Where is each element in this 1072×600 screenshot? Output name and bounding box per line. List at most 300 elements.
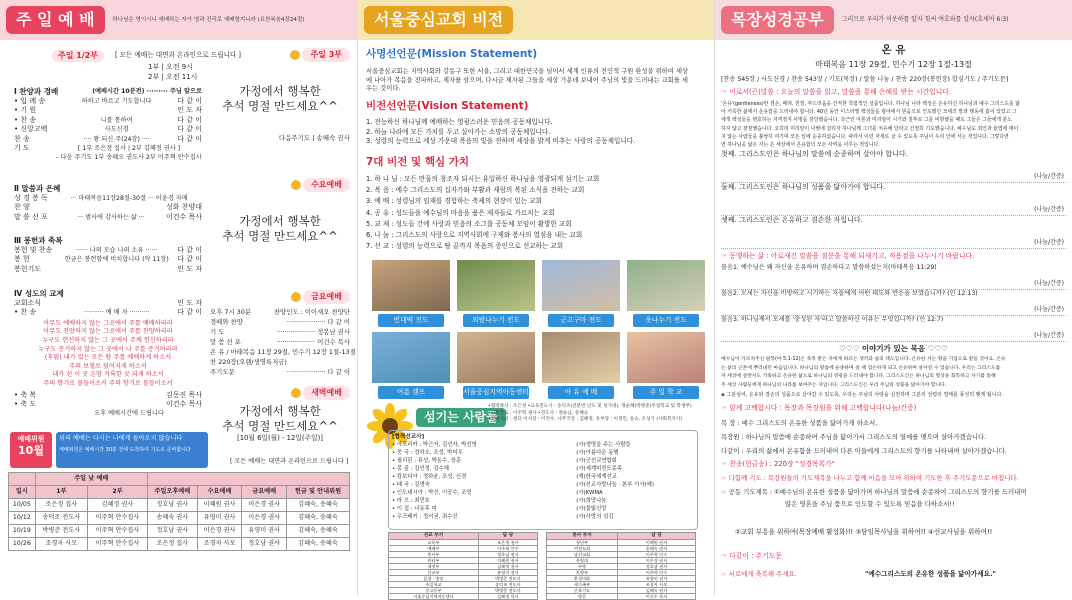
sunday-order-word bbox=[14, 183, 202, 222]
order-detail: 헌금은 봉헌함에 비치합니다 (약 11장) bbox=[64, 256, 169, 264]
prayer-item: 목 장 : 예수 그리스도의 온유한 성품을 닮아가게 하소서. bbox=[721, 419, 878, 427]
apply-text: 물음2. 모세는 자신을 비방하고 시기하는 자들에게 어떤 태도와 반응을 보였습니까? (민 12:13) bbox=[721, 290, 978, 297]
prayer-intro: ◈ 그분심어, 온유와 겸손의 성품으로 살아갈 수 있도록, 우리는 주님의 사랑을 실천하며 그분의 성령의 열매를 풍성히 맺게 됩니다. bbox=[721, 392, 1003, 398]
table-cell: 10/26 bbox=[9, 538, 36, 551]
dept-cell: 봉사부 bbox=[389, 552, 479, 558]
order-row bbox=[14, 144, 202, 153]
story-line: 예수님이 가르쳐주신 팔복(마 5:1-12)은 축복 받은 자에게 따르는 생각과 삶의 태도입니다. 온유한 자는 땅을 기업으로 받을 것이요. 온유 bbox=[721, 357, 1006, 362]
friday-row bbox=[210, 367, 350, 377]
dawn-msg-2: 추석 명절 만드세요^^ bbox=[222, 419, 338, 433]
order-item: 찬 송 bbox=[14, 134, 30, 143]
order-leader: 다 같 이 bbox=[177, 115, 202, 124]
dept-cell: 새가족부 bbox=[547, 582, 618, 588]
apply-block bbox=[721, 264, 1066, 290]
order-leader: 다 같 이 bbox=[177, 134, 202, 143]
table-cell: 유영미 권사 bbox=[197, 512, 242, 525]
worship-title: 주 일 예 배 bbox=[6, 6, 105, 34]
lyric-line: 주의 보혈로 덮어지게 하소서 bbox=[69, 362, 147, 370]
activity-photo bbox=[627, 332, 705, 383]
friday-item: 말 씀 선 포 bbox=[210, 338, 241, 346]
story-title: ♡♡♡ 이야기가 있는 묵음 ♡♡♡ bbox=[839, 344, 948, 353]
order-leader: 인 도 자 bbox=[177, 299, 202, 307]
intro-line: 에게 백성들을 변호하는 자격정지 사명을 감당했습니다. 측근인 아론과 미리암이 시기와 질투로 그를 비방했을 때도 그들은 그들에게 분노 bbox=[721, 117, 1012, 124]
order-item: • 신앙고백 bbox=[14, 125, 48, 134]
wednesday-tag: 수요예배 bbox=[303, 178, 350, 192]
order-leader: 다 같 이 bbox=[177, 97, 202, 105]
question-block bbox=[721, 216, 1066, 249]
order-row bbox=[14, 194, 202, 203]
dept-cell: 이건수 목사 bbox=[618, 594, 696, 600]
banner-text-1: 위의 예배는 다시는 나에게 돌아오지 않습니다 bbox=[59, 435, 183, 442]
sunday-tag: 주일 1/2부 bbox=[52, 50, 104, 62]
flower-icon bbox=[291, 292, 301, 302]
table-cell: 송혜숙 권사 bbox=[147, 512, 197, 525]
prayer-items bbox=[721, 416, 1007, 458]
order-item: • 축 도 bbox=[14, 399, 37, 408]
dept-cell: 김혜정 목사 bbox=[478, 594, 537, 600]
table-cell: 이혜원 권사 bbox=[197, 499, 242, 512]
questions bbox=[721, 150, 1066, 249]
order-item: 봉헌 및 찬송 bbox=[14, 246, 53, 254]
dept-cell: 정호남 권사 bbox=[478, 552, 537, 558]
order-detail: [ 1부 조은정 집사 | 2부 김혜정 권사 ] bbox=[77, 144, 181, 152]
servers-header-line: •지역시설 : 센터 이사장 : 이건수, 사무국장 : 김혜정, 유부장 : 이정민, 송숙, 조성기 (사회복지사) bbox=[488, 417, 683, 423]
order-leader: 인 도 자 bbox=[177, 106, 202, 115]
pray-label: ☞ 공동 기도제목 : ①예수님의 온유한 성품을 닮아가며 하나님의 말씀에 순종하여 그리스도의 향기를 드러내며 bbox=[721, 488, 1027, 496]
dept-cell: 이혜원 권사 bbox=[618, 540, 696, 546]
sunday-time-1: 1부 | 오전 9시 bbox=[148, 63, 193, 71]
partner-org: (사)군선교연합회 bbox=[576, 457, 617, 464]
dept-cell: 조은정 권사 bbox=[478, 540, 537, 546]
photo-image bbox=[542, 260, 620, 311]
apply-block bbox=[721, 290, 1066, 316]
worship-header bbox=[0, 0, 357, 40]
banner-label-1: 예배위원 bbox=[17, 435, 45, 443]
table-cell: 김혜숙, 송혜숙 bbox=[287, 499, 350, 512]
activity-photo bbox=[542, 260, 620, 311]
vision-header bbox=[358, 0, 714, 40]
order-leader: 다 같 이 bbox=[177, 125, 202, 134]
dept-row bbox=[547, 594, 696, 600]
mission-line: 서울중심교회는 지역사회와 강동구 또한 서울, 그리고 대한민국을 넘어서 세계 인류의 전인적 구원 완성을 위하여 세상 bbox=[366, 68, 688, 75]
dept-cell: 박병준 전도사 bbox=[478, 588, 537, 594]
apply-block bbox=[721, 316, 1066, 342]
dawn-msg-1: 가정에서 행복한 bbox=[239, 404, 321, 418]
intro-text bbox=[721, 100, 1020, 149]
order-leader: 이건수 목사 bbox=[165, 212, 202, 221]
dept-cell: 음향 · 방송 bbox=[389, 576, 479, 582]
story-line: 자 세상에 살면서도 거룩하고 온유한 삶으로 하나님의 영광을 드러내야 합니다. 그리스도인은 하나님의 형상을 회복하고 자기를 통해 bbox=[721, 374, 996, 380]
dept-header: 담 당 bbox=[478, 533, 537, 540]
lyric-line: 주의 향기로 물들이소서 주의 향기로 물들이소서 bbox=[43, 379, 173, 387]
dept-row bbox=[389, 594, 538, 600]
photo-image bbox=[627, 260, 705, 311]
order-leader: 다 같 이 bbox=[177, 308, 202, 317]
seven-item: 7. 선 교 : 성령의 능력으로 땅 끝까지 복음의 증인으로 선교하는 교회 bbox=[366, 242, 564, 251]
story-line: 는 삶의 근본에 뿌리내린 마음입니다. 하나님의 말씀에 순종하며 살 때 겸손하게 되고 온유하며 살아갈 수 있습니다. 우리는 그리스도를 bbox=[721, 365, 1001, 371]
photo-image bbox=[372, 332, 450, 383]
dept-cell: 여전도회 bbox=[547, 546, 618, 552]
wednesday-msg-2: 추석 명절 만드세요^^ bbox=[222, 229, 338, 243]
dept-cell: 선교부 bbox=[389, 570, 479, 576]
story-line: 주 세상 사람들에게 하나님의 나라를 보여주는 자입니다. 그리스도인은 우리 주님의 성품을 닮아가야 합니다. bbox=[721, 382, 947, 388]
order-row bbox=[14, 153, 202, 162]
question-block bbox=[721, 183, 1066, 216]
order-detail: 하하고 바르고 기도합니다 bbox=[81, 98, 152, 105]
table-cell: 이주혁 안수집사 bbox=[87, 512, 147, 525]
table-header: 주일오후예배 bbox=[147, 486, 197, 499]
intercede-label: ☞ 다함께 기도 : 목장원들의 기도제목을 나누고 함께 마음을 모아 위하여 기도한 후 주기도문으로 마칩니다. bbox=[721, 474, 1019, 482]
sunday3-box bbox=[210, 48, 350, 142]
servers-title: 섬기는 사람들 bbox=[416, 408, 506, 427]
friday-detail: 찬양인도 : 이이새오 찬양단 bbox=[273, 308, 350, 316]
friday-row bbox=[210, 307, 350, 317]
friday-detail: ··················· 정봉남 권사 bbox=[276, 328, 350, 336]
order-row bbox=[14, 125, 202, 134]
table-cell: 이주혁 안수집사 bbox=[87, 538, 147, 551]
activity-photo bbox=[457, 332, 535, 383]
sunday3-msg-2: 추석 명절 만드세요^^ bbox=[222, 99, 338, 113]
question-text: 셋째. 그리스도인은 온유하고 겸손한 자입니다. bbox=[721, 216, 863, 224]
vision-statement-title: 비전선언문(Vision Statement) bbox=[366, 100, 529, 112]
friday-item: 오후 7시 30분 bbox=[210, 308, 251, 316]
intro-line: 면 하나님을 닮은 자는 온 세상에서 온유함의 모든 사역을 이루는 것입니다. bbox=[721, 142, 880, 149]
photo-label: 옷나누기 전도 bbox=[633, 314, 699, 327]
order-item: 봉 헌 bbox=[14, 255, 30, 264]
bible-study-title: 목장성경공부 bbox=[721, 6, 834, 34]
seven-item: 6. 나 눔 : 그리스도의 사랑으로 지역사회에 구제와 봉사의 열심을 내는 교회 bbox=[366, 231, 583, 240]
intro-line: 아 거룩한 삶에서 온유함을 드러내야 합니다. 40년 동안 이스라엘 백성들을 광야에서 믿음으로 인도했던 모세의 말과 행동에 흠이 있었고 그 bbox=[721, 109, 1017, 116]
order-item: 기 도 bbox=[14, 143, 30, 152]
partner-org: (사)선교사랑나눔 · 본부 이사(예) bbox=[576, 481, 654, 488]
flower-icon bbox=[291, 388, 301, 398]
sunday3-tag: 주일 3부 bbox=[302, 48, 350, 62]
order-leader: 다 같 이 bbox=[177, 255, 202, 264]
missionary-line: • 우즈베키 : 정서권, 최수진 bbox=[392, 513, 458, 520]
activity-photo bbox=[372, 260, 450, 311]
departments-table-left bbox=[388, 532, 538, 600]
dept-cell: 청년부 bbox=[547, 540, 618, 546]
missionary-line: • 캄보디아 : 정하윤, 조성, 신경 bbox=[392, 473, 467, 480]
dept-header: 봉사 부서 bbox=[547, 533, 618, 540]
dawn-box bbox=[210, 386, 350, 442]
sunday-order-offering bbox=[14, 235, 202, 274]
order-row bbox=[14, 391, 202, 400]
order-detail: 니를 통하여 bbox=[100, 116, 133, 124]
order-detail: ··· 범사에 감사하는 삶 ··· bbox=[77, 213, 145, 221]
order-item: 교회소식 bbox=[14, 299, 42, 307]
order-row bbox=[14, 97, 202, 106]
story-text bbox=[721, 356, 1006, 390]
friday-tag: 금요예배 bbox=[303, 290, 350, 304]
order-detail: - 다음 주기도 1부 송혜오 권도사 2부 이주혁 안수집사 bbox=[56, 154, 202, 162]
missionary-line: • 아프리카 : 박근자, 김선자, 박선영 bbox=[392, 441, 477, 448]
banner-text-2: 예배위원은 예배시작 30분 전에 도착하여 기도로 준비합니다 bbox=[59, 446, 191, 453]
table-cell: 정호남 권사 bbox=[147, 525, 197, 538]
partner-org: (사)사랑의 섬김 bbox=[576, 513, 614, 520]
table-row bbox=[9, 512, 350, 525]
order-detail bbox=[56, 400, 166, 409]
friday-row bbox=[210, 347, 356, 357]
dept-cell: 관리부 bbox=[389, 558, 479, 564]
activity-photo bbox=[627, 260, 705, 311]
section-offering: Ⅲ 봉헌과 축복 bbox=[14, 236, 63, 245]
table-cell: 김혜정 권사 bbox=[87, 499, 147, 512]
intro-line: 지 않는 사람들을 불쌍히 여기며 모든 일에 순종하셨습니다. 따라서 이런 자세로 살 수 있도록 주님이 우리 안에 서는 것입니다. 그렇다면 bbox=[721, 133, 1009, 140]
question-text: 둘째. 그리스도인은 하나님의 성품을 닮아가야 합니다. bbox=[721, 183, 886, 191]
order-row bbox=[14, 246, 202, 255]
table-cell: 10/12 bbox=[9, 512, 36, 525]
order-item: • 찬 송 bbox=[14, 115, 37, 124]
table-cell: 유영미 권사 bbox=[242, 525, 287, 538]
seven-item: 5. 교 제 : 성도들 간에 사랑과 믿음의 소그룹 공동체 모임이 활발한 교회 bbox=[366, 219, 572, 228]
photo-image bbox=[457, 332, 535, 383]
order-item: • 축 복 bbox=[14, 390, 37, 399]
share-label: (나눔/간증) bbox=[1034, 279, 1064, 287]
prayer-item: 다같이 : 우리의 삶에서 온유함을 드러내어 다른 이들에게 그리스도의 향기를 나타내며 살아가겠습니다. bbox=[721, 447, 1007, 455]
missionaries-box bbox=[388, 430, 698, 530]
mission-line: 에 나아가 복음을 전파하고, 제자를 삼으며, 다시금 제자된 그들을 세상 가운데 보내어 주님의 빛을 드러내는 교회를 세 bbox=[366, 76, 688, 84]
table-header: 수요예배 bbox=[197, 486, 242, 499]
friday-item: 온 유 / 마태복음 11장 29절, 민수기 12장 1절-13절 bbox=[210, 348, 356, 356]
final-right: "예수그리스도의 온유한 성품을 닮아가세요." bbox=[865, 570, 996, 578]
mission-text bbox=[366, 68, 688, 94]
lyric-line: 내가 선 이 곳 온맘 거룩한 곳 되게 하소서 bbox=[52, 371, 164, 379]
table-cell: 이은경 권사 bbox=[197, 525, 242, 538]
table-row bbox=[9, 499, 350, 512]
activity-photo bbox=[457, 260, 535, 311]
dept-cell: 교육부 bbox=[389, 540, 479, 546]
vision-title: 서울중심교회 비전 bbox=[364, 6, 513, 34]
servers-header-lines bbox=[488, 404, 692, 424]
servers-banner-label bbox=[10, 432, 52, 468]
dept-header: 선교 부서 bbox=[389, 533, 479, 540]
dept-cell: 이주혁 안수 bbox=[618, 570, 696, 576]
seven-item: 3. 예 배 : 성령님의 임재를 경험하는 축제의 현장이 있는 교회 bbox=[366, 197, 542, 206]
dept-header: 담 당 bbox=[618, 533, 696, 540]
missionary-line: • 태 국 : 김명숙 bbox=[392, 481, 430, 488]
flower-icon bbox=[291, 180, 301, 190]
order-leader: 다 같 이 bbox=[177, 246, 202, 254]
photo-label: 빈대떡 전도 bbox=[378, 314, 444, 327]
worship-panel bbox=[0, 0, 357, 596]
table-cell: 김혜숙, 송혜숙 bbox=[287, 525, 350, 538]
table-cell: 조은정 집사 bbox=[35, 499, 87, 512]
dept-cell: 유영미 권사 bbox=[618, 576, 696, 582]
apply-label: ☞ 동행하는 삶 : 아로새긴 말씀을 점문을 통해 되새기고, 적용점을 나누시기 바랍니다. bbox=[721, 252, 975, 260]
partner-org: (사)세계미전도종족 bbox=[576, 465, 623, 472]
order-row bbox=[14, 106, 202, 115]
dawn-tag: 새벽예배 bbox=[303, 386, 350, 400]
section-praise: Ⅰ 찬양과 경배 bbox=[14, 87, 59, 96]
missionary-line: • 몽 골 : 김인정, 김수혜 bbox=[392, 465, 449, 472]
table-cell: 정호남 권사 bbox=[242, 538, 287, 551]
vision-item: 2. 하늘 나라에 모든 가치를 두고 살아가는 소망의 공동체입니다. bbox=[366, 127, 551, 136]
table-header: 일시 bbox=[9, 486, 36, 499]
friday-row bbox=[210, 327, 350, 337]
dept-cell: 서울중심지역아동센터 bbox=[389, 594, 479, 600]
sunday-order bbox=[14, 86, 202, 163]
apply-text: 물음1. 예수님은 왜 자신을 온유하며 겸손하다고 말씀하셨는지(마태복음 11:29) bbox=[721, 264, 937, 271]
missionary-line: • 라 오 : 최민호 bbox=[392, 497, 430, 504]
activity-photo bbox=[542, 332, 620, 383]
table-cell: 김혜숙, 송혜숙 bbox=[287, 538, 350, 551]
table-cell: 정호남 권사 bbox=[147, 499, 197, 512]
intro-label: ☞ 이로서(끈)말씀 : 오늘의 말씀을 읽고, 말씀을 통해 은혜를 받는 시간입니다. bbox=[721, 88, 952, 96]
partner-org: (사)KWMA bbox=[576, 489, 603, 496]
photo-image bbox=[372, 260, 450, 311]
photo-label: 주 일 학 교 bbox=[633, 386, 699, 399]
servers-header-line: •시무장로 : 이주혁 권사 •전도사 : 정순남, 송혜숙 bbox=[488, 410, 589, 416]
wednesday-box bbox=[210, 178, 350, 244]
friday-row bbox=[210, 357, 350, 367]
lyric-line: 누구도 증거하지 않는 그 곳에서 나 주를 증거하리라 bbox=[38, 345, 178, 353]
order-row bbox=[14, 213, 202, 222]
dept-cell: 중고등부 bbox=[389, 588, 479, 594]
photo-label: 서울중심지역아동센터 bbox=[463, 386, 529, 399]
table-cell: 이주혁 안수집사 bbox=[87, 525, 147, 538]
dept-cell: 이은경 권사 bbox=[618, 558, 696, 564]
dept-cell: 박병준 전도사 bbox=[478, 576, 537, 582]
vision-panel bbox=[357, 0, 715, 599]
order-item: 말 씀 선 포 bbox=[14, 212, 48, 221]
partner-org: (사)물빛신앙 bbox=[576, 505, 607, 512]
order-row bbox=[14, 116, 202, 125]
servers-table bbox=[8, 472, 350, 551]
friday-item: 기 도 bbox=[210, 328, 225, 336]
share-label: (나눔/간증) bbox=[1034, 205, 1064, 213]
order-row bbox=[14, 203, 202, 212]
dept-cell: 남선교회 bbox=[547, 552, 618, 558]
share-label: (나눔/간증) bbox=[1034, 172, 1064, 180]
order-detail bbox=[56, 299, 177, 308]
share-label: (나눔/간증) bbox=[1034, 331, 1064, 339]
order-detail bbox=[56, 203, 166, 212]
dept-cell: 중보기도 bbox=[547, 588, 618, 594]
dawn-dates: [10월 6일(월) - 12일(주일)] bbox=[237, 434, 323, 442]
vision-item: 3. 성령의 능력으로 세상 가운데 복음의 빛을 전하며 세상을 밝게 비추는 사랑의 공동체입니다. bbox=[366, 137, 636, 146]
partner-org: (사)생명을 주는 사람들 bbox=[576, 441, 631, 448]
photo-image bbox=[542, 332, 620, 383]
prayer-label: ☞ 함께 고백합시다 : 목장과 목장원을 위해 고백합니다(나눔/간증) bbox=[721, 404, 917, 412]
table-row bbox=[9, 538, 350, 551]
order-detail bbox=[56, 391, 166, 400]
scripture-ref: 마태복음 11장 29절, 민수기 12장 1절-13절 bbox=[815, 60, 972, 69]
share-label: (나눔/간증) bbox=[1034, 305, 1064, 313]
table-row bbox=[9, 525, 350, 538]
bible-study-panel bbox=[715, 0, 1072, 596]
friday-box bbox=[210, 290, 356, 377]
order-detail bbox=[56, 265, 177, 274]
dept-cell: 주일학교 bbox=[389, 582, 479, 588]
mission-title: 사명선언문(Mission Statement) bbox=[366, 48, 538, 60]
seven-item: 4. 공 유 : 성도들을 예수님의 마음을 품은 제자들로 가르치는 교회 bbox=[366, 208, 555, 217]
order-detail bbox=[56, 106, 177, 115]
flower-icon bbox=[290, 50, 300, 60]
question-text: 첫째. 그리스도인은 하나님의 말씀에 순종하며 살아야 합니다. bbox=[721, 150, 908, 158]
photo-label: 아 유 예 배 bbox=[548, 386, 614, 399]
table-cell: 10/19 bbox=[9, 525, 36, 538]
seven-item: 1. 하 나 님 : 모든 만물의 창조자 되시는 유일하신 하나님을 영광되게 섬기는 교회 bbox=[366, 175, 600, 183]
order-leader: 김동진 목사 bbox=[165, 390, 202, 399]
order-item bbox=[14, 409, 56, 418]
seven-visions-items bbox=[366, 174, 599, 252]
table-cell: 이은경 권사 bbox=[242, 512, 287, 525]
servers-banner bbox=[56, 432, 208, 468]
photo-image bbox=[627, 332, 705, 383]
dept-cell: 이주혁 안수 bbox=[618, 552, 696, 558]
order-row bbox=[14, 299, 202, 308]
order-detail: ······ 나의 모습 나의 소유 ······ bbox=[75, 247, 158, 254]
section-praise-note: (예배시간 10분전) ········· 주님 앞으로 bbox=[92, 88, 202, 95]
sunday3-msg-1: 가정에서 행복한 bbox=[239, 84, 321, 98]
table-cell: 이은경 권사 bbox=[242, 499, 287, 512]
online-notice-2: [ 모든 예배는 대면과 온라인으로 드립니다 ] bbox=[230, 458, 349, 465]
missionary-line: • 인도네시아 : 박선, 이공수, 조영 bbox=[392, 489, 472, 496]
share-label: (나눔/간증) bbox=[1034, 238, 1064, 246]
order-row bbox=[14, 265, 202, 274]
dept-cell: 예배부 bbox=[389, 546, 479, 552]
order-item: • 기 원 bbox=[14, 106, 37, 115]
dept-cell: 환경미화 bbox=[547, 576, 618, 582]
order-leader: 인 도 자 bbox=[177, 264, 202, 273]
order-detail: ···· 왕 되신 주(24장) ···· bbox=[83, 135, 150, 143]
mission-line: 우는 것이다. bbox=[366, 85, 401, 93]
table-cell: 조경자 사모 bbox=[197, 538, 242, 551]
table-header: 헌금 및 안내위원 bbox=[287, 486, 350, 499]
pray-items: ②교회 부흥을 위하여(목장예배 활성화)!! ③담임목사님을 위하여!! ④선교사님을 위하여!! bbox=[735, 528, 993, 536]
table-cell: 박병준 전도사 bbox=[35, 525, 87, 538]
dept-cell: 정호남 권사 bbox=[618, 564, 696, 570]
friday-item: 주기도문 bbox=[210, 368, 235, 376]
lyric-line: 누구도 헌신하지 않는 그 곳에서 주께 헌신하리라 bbox=[42, 336, 174, 344]
apply-text: 물음3. 하나님께서 모세를 '충성된 자'라고 말씀하신 이유는 무엇입니까? (민 12:7) bbox=[721, 316, 944, 323]
servers-header-line: •협력목사 : 조은성 •교육전도사 : 송덕조(전분반 단도 및 성가대), 정순혜(박병준(주일학교 및 학생부) bbox=[488, 404, 692, 409]
seven-visions-title: 7대 비전 및 핵심 가치 bbox=[366, 156, 470, 168]
friday-row bbox=[210, 337, 350, 347]
missionary-line: • 이 집 : 나동후 미 bbox=[392, 505, 437, 512]
final-left: ☞ 서로에게 축복해 주세요. bbox=[721, 570, 797, 578]
lyric-line: (후렴) 내가 있는 모든 땅 주를 예배하게 하소서 bbox=[44, 354, 172, 362]
section-word: Ⅱ 말씀과 은혜 bbox=[14, 184, 61, 193]
wednesday-msg-1: 가정에서 행복한 bbox=[239, 214, 321, 228]
sunday-order-fellowship bbox=[14, 288, 202, 419]
pray-cont: 많은 영혼을 주님 품으로 인도할 수 있도록 믿음을 다하소서!! bbox=[785, 500, 955, 508]
dept-cell: 김혜숙 권사 bbox=[618, 588, 696, 594]
friday-detail: ··················· 다 같 이 bbox=[286, 318, 350, 326]
order-detail: ··· 마태복음11장28절-30절 ··· 이윤경 자매 bbox=[70, 195, 188, 202]
vision-items bbox=[366, 118, 635, 147]
table-cell: 송덕조 전도사 bbox=[35, 512, 87, 525]
partner-org: (재)한국세계선교 bbox=[576, 473, 617, 480]
lyric-line: 아무도 찬양하지 않는 그곳에서 주를 찬양하리라 bbox=[43, 328, 173, 336]
vision-item: 1. 전능하신 하나님께 예배하는 영광스러운 믿음의 공동체입니다. bbox=[366, 118, 553, 126]
sunday-time-2: 2부 | 오전 11시 bbox=[148, 73, 198, 81]
bible-study-header bbox=[715, 0, 1072, 40]
order-detail: ·········· 예 배 자 ·········· bbox=[84, 309, 150, 317]
order-row bbox=[14, 255, 202, 264]
order-row bbox=[14, 308, 202, 317]
photo-image bbox=[457, 260, 535, 311]
sunday3-next-prayer: 다음주기도 | 송혜숙 권사 bbox=[278, 134, 350, 142]
order-row bbox=[14, 400, 202, 409]
table-header: 금요예배 bbox=[242, 486, 287, 499]
missionary-line: • 필리핀 : 류성, 박동수, 장훈 bbox=[392, 457, 462, 464]
intro-line: '온유'(gentleness)란 겸손, 배려, 친절, 부드러움을 간직한 착함적인 성품입니다. 하나님 나라 백성은 온유하신 하나님과 예수 그리스도를 닮 bbox=[721, 101, 1020, 107]
friday-item: 찬 220장(오랜/생명록지금) bbox=[210, 358, 287, 366]
photo-label: 여름 캠프 bbox=[378, 386, 444, 399]
online-notice: [ 모든 예배는 대면과 온라인으로 드립니다 ] bbox=[115, 51, 242, 59]
